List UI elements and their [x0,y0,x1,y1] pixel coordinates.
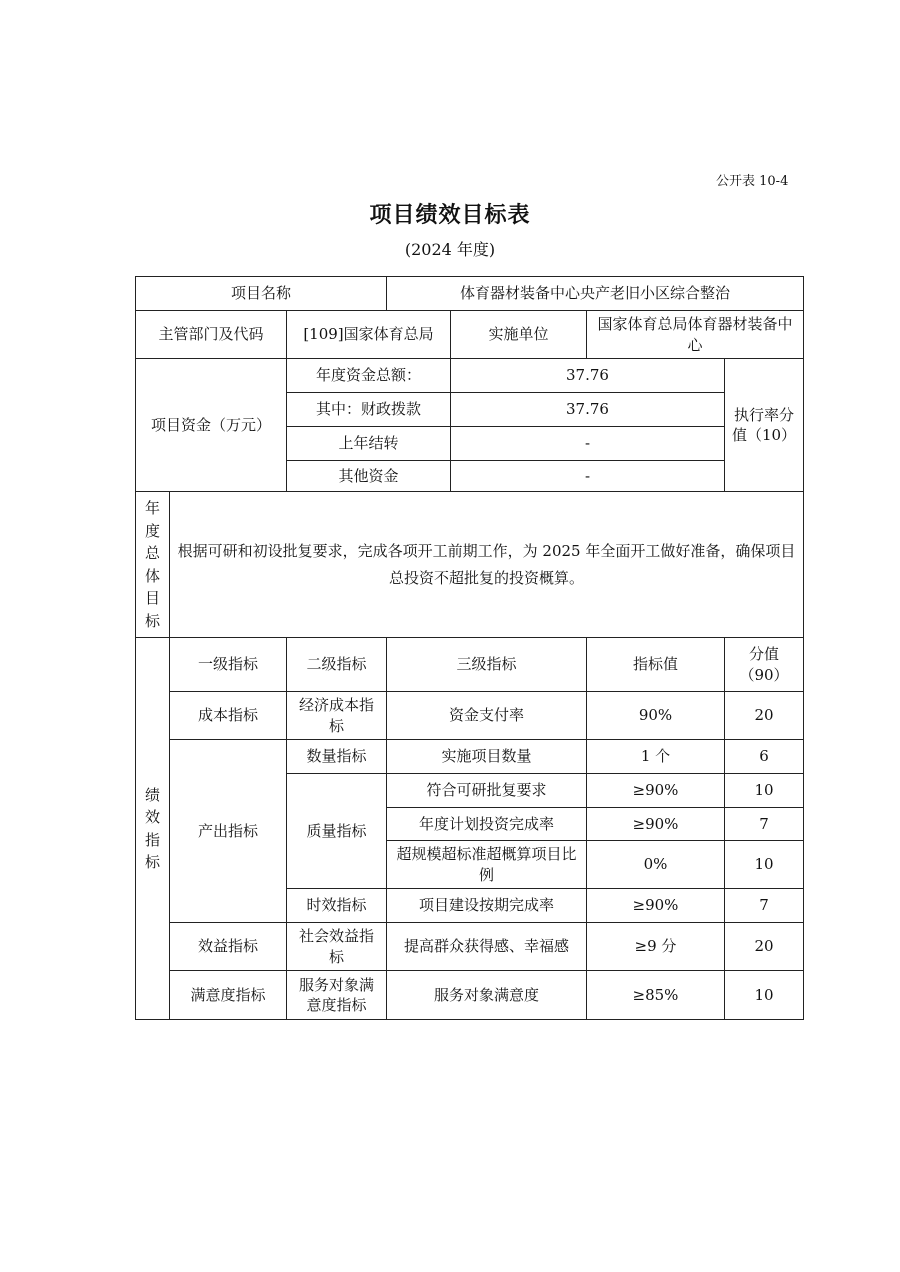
fund-row-value: 37.76 [451,359,725,393]
indicator-name: 项目建设按期完成率 [387,889,587,923]
performance-table [135,276,804,1020]
indicator-score: 6 [725,740,804,774]
header-level-3: 三级指标 [387,638,587,692]
indicator-value: 90% [587,692,725,740]
annual-goal-label: 年度总体目标 [136,492,170,638]
indicators-side-label: 绩效指标 [136,638,170,1020]
header-score: 分值（90） [725,638,804,692]
subgroup-quantity: 数量指标 [287,740,387,774]
header-level-1: 一级指标 [170,638,287,692]
page-subtitle: (2024 年度) [404,240,496,259]
fund-row-label: 其他资金 [287,461,451,492]
fund-row-label: 年度资金总额： [287,359,451,393]
indicator-value: 0% [587,841,725,889]
fund-row-label: 其中：财政拨款 [287,393,451,427]
indicator-name: 超规模超标准超概算项目比例 [387,841,587,889]
group-output: 产出指标 [170,740,287,923]
department-label: 主管部门及代码 [136,311,287,359]
subgroup-quality: 质量指标 [287,774,387,889]
fund-row-label: 上年结转 [287,427,451,461]
fund-row-value: - [451,427,725,461]
table-number-tag: 公开表 10-4 [716,174,789,189]
indicator-value: ≥90% [587,808,725,841]
group-cost: 成本指标 [170,692,287,740]
indicator-value: ≥85% [587,971,725,1020]
header-level-2: 二级指标 [287,638,387,692]
group-benefit: 效益指标 [170,923,287,971]
indicator-score: 10 [725,841,804,889]
indicator-score: 10 [725,971,804,1020]
indicator-value: 1 个 [587,740,725,774]
indicator-name: 年度计划投资完成率 [387,808,587,841]
annual-goal-text: 根据可研和初设批复要求，完成各项开工前期工作，为 2025 年全面开工做好准备，确保项目总投资不超批复的投资概算。 [170,492,804,638]
indicator-score: 7 [725,808,804,841]
project-name: 体育器材装备中心央产老旧小区综合整治 [387,277,804,311]
implementing-unit-value: 国家体育总局体育器材装备中心 [587,311,804,359]
indicator-name: 提高群众获得感、幸福感 [387,923,587,971]
implementing-unit-label: 实施单位 [451,311,587,359]
project-name-label: 项目名称 [136,277,387,311]
indicator-name: 服务对象满意度 [387,971,587,1020]
funds-label: 项目资金（万元） [136,359,287,492]
subgroup-timeliness: 时效指标 [287,889,387,923]
page-title: 项目绩效目标表 [369,202,531,228]
subgroup-social: 社会效益指标 [287,923,387,971]
subgroup-service: 服务对象满意度指标 [287,971,387,1020]
execution-score-label: 执行率分值（10） [725,359,804,492]
indicator-score: 20 [725,692,804,740]
fund-row-value: 37.76 [451,393,725,427]
indicator-score: 20 [725,923,804,971]
indicator-score: 7 [725,889,804,923]
fund-row-value: - [451,461,725,492]
indicator-name: 符合可研批复要求 [387,774,587,808]
header-target-value: 指标值 [587,638,725,692]
indicator-name: 实施项目数量 [387,740,587,774]
department-value: [109]国家体育总局 [287,311,451,359]
indicator-score: 10 [725,774,804,808]
subgroup-econ-cost: 经济成本指标 [287,692,387,740]
indicator-value: ≥9 分 [587,923,725,971]
indicator-value: ≥90% [587,889,725,923]
indicator-name: 资金支付率 [387,692,587,740]
indicator-value: ≥90% [587,774,725,808]
group-satisfaction: 满意度指标 [170,971,287,1020]
